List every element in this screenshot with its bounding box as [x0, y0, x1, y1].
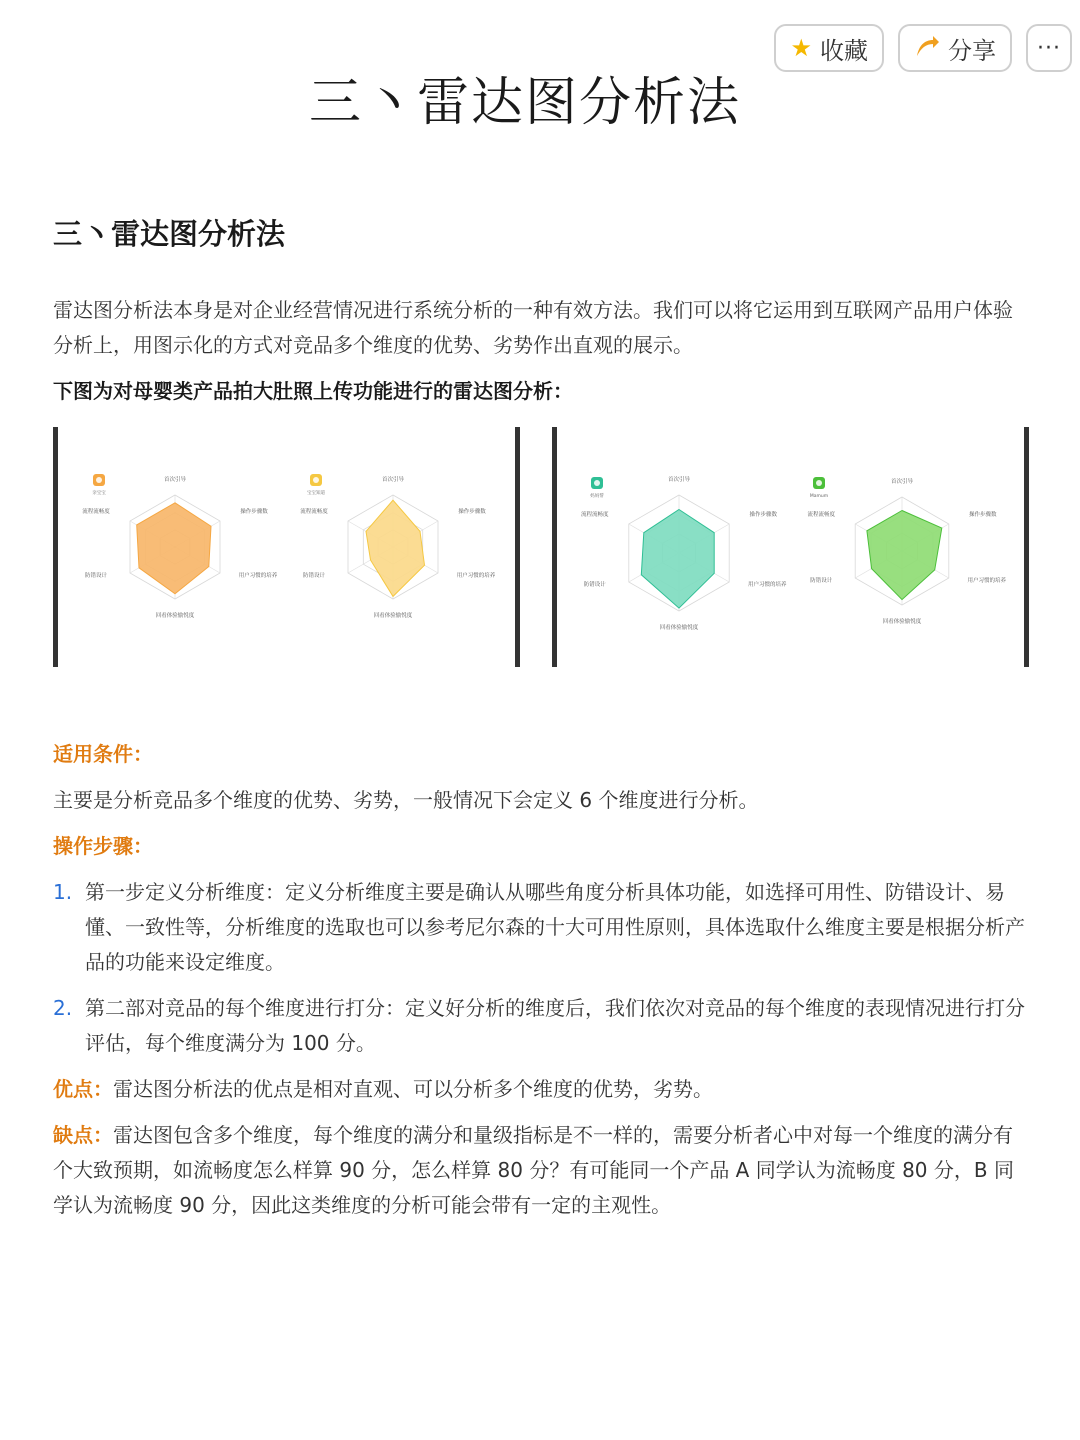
radar-axis-label: 操作步骤数 — [458, 509, 486, 515]
radar-axis-label: 用户习惯的培养 — [747, 582, 787, 588]
radar-series-area — [366, 500, 425, 596]
app-icon-glyph — [816, 480, 822, 486]
radar-series-area — [641, 510, 714, 609]
list-item — [53, 991, 1028, 1061]
radar-axis-label: 回看体验愉悦度 — [373, 613, 413, 619]
conditions-text: 主要是分析竞品多个维度的优势、劣势，一般情况下会定义 6 个维度进行分析。 — [53, 788, 759, 812]
radar-axis-label: 首次引导 — [667, 477, 691, 483]
radar-axis-label: 防错设计 — [583, 582, 606, 588]
app-icon-glyph — [594, 480, 600, 486]
radar-axis-label: 操作步骤数 — [240, 509, 268, 515]
radar-chart — [581, 475, 787, 631]
page-title: 三丶雷达图分析法 — [308, 73, 741, 133]
step-number: 1. — [53, 880, 73, 904]
cons-paragraph — [53, 1118, 1028, 1223]
share-arrow-icon — [914, 33, 940, 63]
radar-axis-label: 用户习惯的培养 — [967, 578, 1007, 584]
radar-axis-label: 用户习惯的培养 — [238, 573, 278, 579]
cons-label: 缺点： — [53, 1123, 113, 1147]
radar-axis-label: 防错设计 — [84, 573, 108, 579]
app-name-label: 宝宝知道 — [307, 491, 325, 496]
step-text: 第一步定义分析维度：定义分析维度主要是确认从哪些角度分析具体功能，如选择可用性、防错设计、易懂、一致性等，分析维度的选取也可以参考尼尔森的十大可用性原则，具体选取什么维度主要是根据分析产品的功能来设定维度。 — [85, 880, 1025, 974]
collect-label: 收藏 — [820, 36, 868, 65]
step-number: 2. — [53, 996, 73, 1020]
radar-chart — [807, 477, 1006, 625]
radar-axis-label: 回看体验愉悦度 — [659, 625, 699, 631]
article — [53, 212, 1028, 1223]
radar-axis-label: 防错设计 — [810, 578, 833, 584]
app-icon-glyph — [313, 477, 319, 483]
pros-text: 雷达图分析法的优点是相对直观、可以分析多个维度的优势，劣势。 — [113, 1077, 713, 1101]
app-name-label: 亲宝宝 — [92, 491, 106, 496]
radar-svg-left — [58, 427, 515, 667]
radar-axis-label: 流程流畅度 — [82, 509, 110, 515]
radar-axis-label: 首次引导 — [163, 477, 187, 483]
radar-series-area — [137, 503, 211, 594]
radar-panel-right — [552, 427, 1029, 667]
radar-chart — [82, 474, 278, 619]
cons-text: 雷达图包含多个维度，每个维度的满分和量级指标是不一样的，需要分析者心中对每一个维度的满分有个大致预期，如流畅度怎么样算 90 分，怎么样算 80 分？有可能同一个产品 A 同学认为流畅度 80 分，B 同学认为流畅度 90 分，因此这类维度的分析可能会带有一定的主观性。 — [53, 1123, 1014, 1217]
app-name-label: 妈妈帮 — [590, 494, 604, 499]
radar-axis-label: 防错设计 — [302, 573, 326, 579]
radar-axis-label: 首次引导 — [381, 477, 405, 483]
steps-label: 操作步骤： — [53, 834, 153, 858]
star-icon: ★ — [790, 34, 812, 62]
radar-axis-label: 操作步骤数 — [749, 512, 777, 518]
radar-axis-label: 首次引导 — [890, 479, 914, 485]
intro-paragraph: 雷达图分析法本身是对企业经营情况进行系统分析的一种有效方法。我们可以将它运用到互联网产品用户体验分析上，用图示化的方式对竞品多个维度的优势、劣势作出直观的展示。 — [53, 298, 1013, 357]
radar-panel-left — [53, 427, 520, 667]
section-title: 三丶雷达图分析法 — [53, 217, 286, 251]
radar-figure — [53, 427, 1028, 667]
steps-list — [53, 875, 1028, 1061]
radar-axis-label: 流程流畅度 — [807, 512, 835, 518]
radar-series-area — [867, 511, 942, 600]
figure-caption: 下图为对母婴类产品拍大肚照上传功能进行的雷达图分析： — [53, 379, 573, 403]
radar-axis-label: 流程流畅度 — [300, 509, 328, 515]
app-icon-glyph — [96, 477, 102, 483]
radar-axis-label: 流程流畅度 — [581, 512, 609, 518]
radar-chart — [300, 474, 496, 619]
more-icon: ··· — [1037, 35, 1061, 61]
app-name-label: Mamum — [809, 494, 829, 499]
radar-axis-label: 回看体验愉悦度 — [882, 619, 922, 625]
pros-label: 优点： — [53, 1077, 113, 1101]
radar-axis-label: 回看体验愉悦度 — [155, 613, 195, 619]
pros-paragraph — [53, 1072, 1028, 1107]
list-item — [53, 875, 1028, 980]
radar-axis-label: 用户习惯的培养 — [456, 573, 496, 579]
radar-axis-label: 操作步骤数 — [969, 512, 997, 518]
conditions-label: 适用条件： — [53, 742, 153, 766]
radar-svg-right — [557, 427, 1024, 667]
step-text: 第二部对竞品的每个维度进行打分：定义好分析的维度后，我们依次对竞品的每个维度的表现情况进行打分评估，每个维度满分为 100 分。 — [85, 996, 1025, 1055]
share-label: 分享 — [948, 36, 996, 65]
